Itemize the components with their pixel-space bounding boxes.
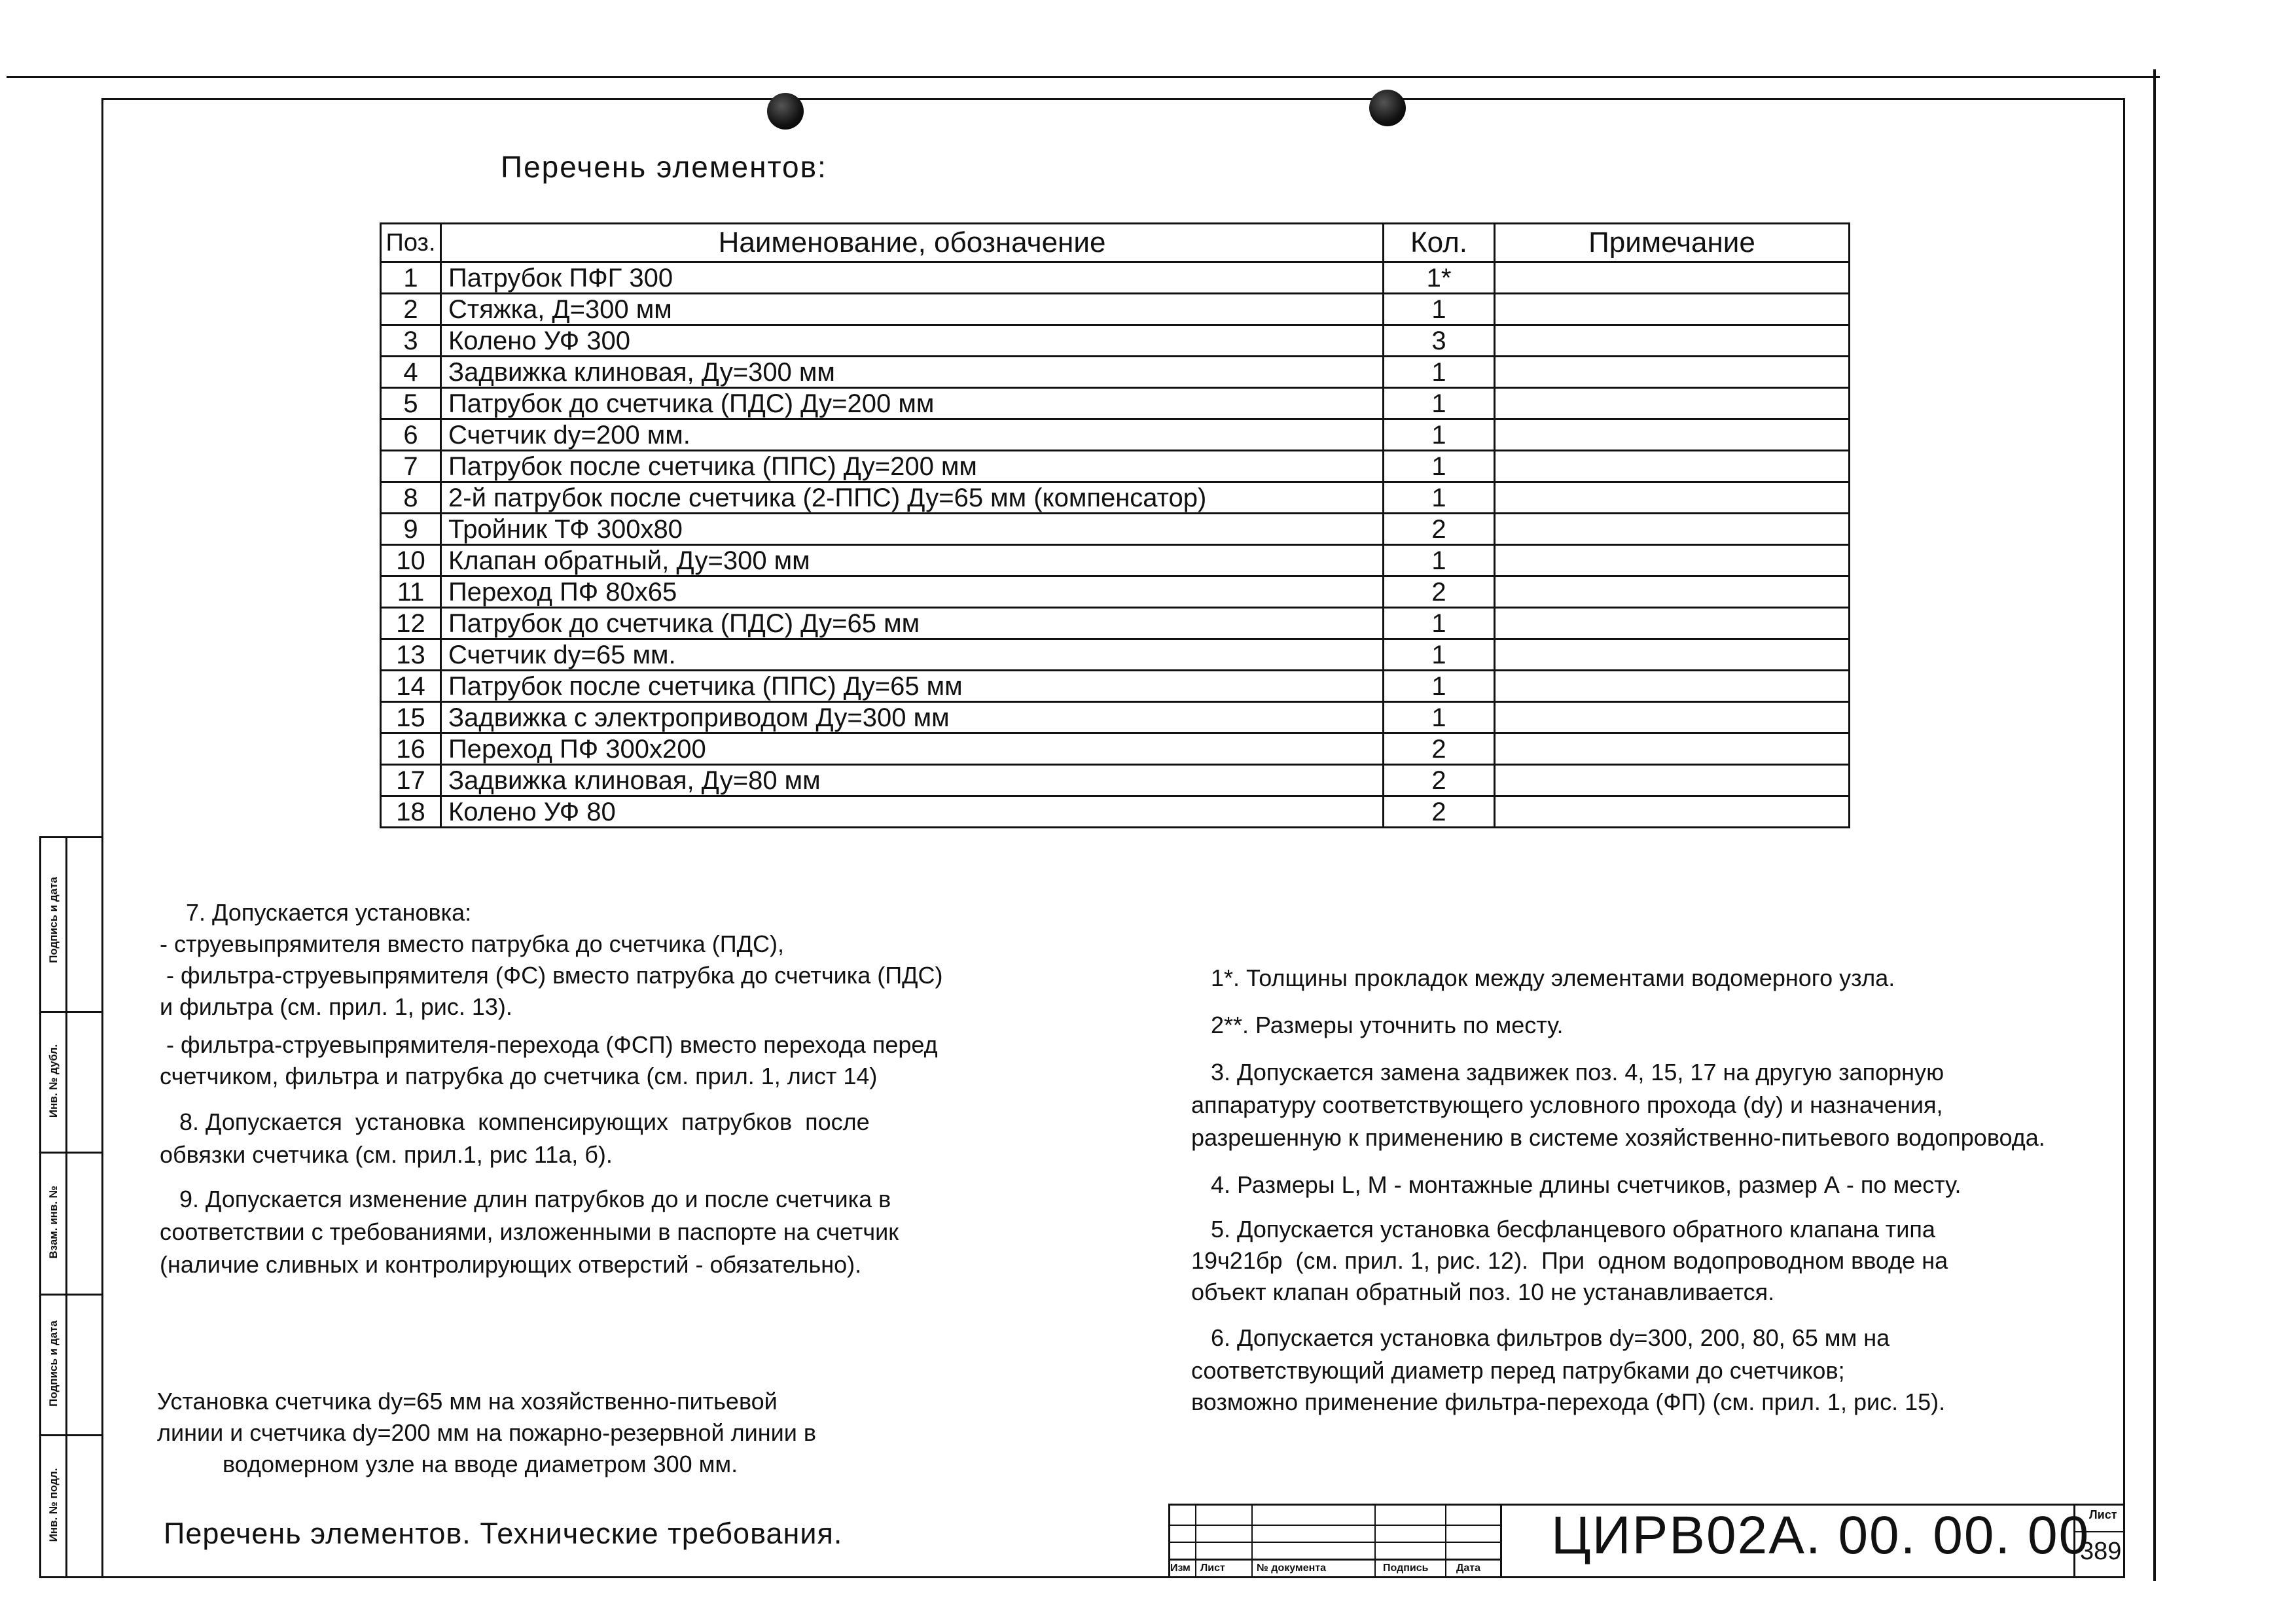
cell-pos: 17: [381, 765, 441, 796]
cell-pos: 6: [381, 419, 441, 451]
cell-pos: 12: [381, 608, 441, 639]
caption-line: водомерном узле на вводе диаметром 300 мм.: [157, 1451, 738, 1477]
cell-note: [1495, 608, 1850, 639]
punch-hole-right: [1369, 90, 1406, 126]
note-line: соответствии с требованиями, изложенными в паспорте на счетчик: [160, 1218, 899, 1245]
stamp-col-4: [1445, 1504, 1446, 1578]
note-line: 1*. Толщины прокладок между элементами водомерного узла.: [1191, 964, 1895, 991]
cell-name: Задвижка клиновая, Ду=80 мм: [441, 765, 1384, 796]
elements-table: [380, 222, 1850, 828]
note-line: обвязки счетчика (см. прил.1, рис 11а, б).: [160, 1141, 613, 1168]
top-edge-line: [7, 76, 2160, 78]
cell-name: Патрубок после счетчика (ППС) Ду=200 мм: [441, 451, 1384, 482]
stamp-col-3: [1374, 1504, 1376, 1578]
table-row: [381, 357, 1850, 388]
stamp-col-1: [1195, 1504, 1196, 1578]
cell-qty: 3: [1384, 325, 1495, 357]
stamp-row-1: [1168, 1525, 1502, 1526]
stamp-col-label-doc: № документа: [1257, 1562, 1327, 1574]
cell-note: [1495, 576, 1850, 608]
cell-note: [1495, 451, 1850, 482]
table-row: [381, 325, 1850, 357]
cell-qty: 1: [1384, 451, 1495, 482]
cell-pos: 10: [381, 545, 441, 576]
cell-qty: 1: [1384, 419, 1495, 451]
frame-top: [101, 98, 2125, 100]
stamp-col-label-list: Лист: [1200, 1562, 1225, 1574]
cell-pos: 14: [381, 671, 441, 702]
cell-name: Счетчик dy=65 мм.: [441, 639, 1384, 671]
cell-name: Патрубок ПФГ 300: [441, 262, 1384, 294]
header-note: Примечание: [1495, 224, 1850, 262]
document-code: ЦИРВ02А. 00. 00. 00: [1551, 1506, 2090, 1565]
cell-name: Задвижка с электроприводом Ду=300 мм: [441, 702, 1384, 733]
table-header-row: [381, 224, 1850, 262]
table-row: [381, 451, 1850, 482]
table-row: [381, 671, 1850, 702]
cell-pos: 15: [381, 702, 441, 733]
cell-qty: 1: [1384, 702, 1495, 733]
note-line: разрешенную к применению в системе хозяйственно-питьевого водопровода.: [1191, 1124, 2045, 1151]
punch-hole-left: [767, 93, 804, 130]
cell-pos: 5: [381, 388, 441, 419]
cell-note: [1495, 796, 1850, 828]
frame-bottom: [39, 1576, 2125, 1578]
cell-pos: 16: [381, 733, 441, 765]
cell-pos: 13: [381, 639, 441, 671]
table-row: [381, 733, 1850, 765]
note-line: 19ч21бр (см. прил. 1, рис. 12). При одном водопроводном вводе на: [1191, 1247, 1948, 1274]
cell-name: Переход ПФ 80х65: [441, 576, 1384, 608]
cell-name: Тройник ТФ 300х80: [441, 514, 1384, 545]
strip-label-3: Взам. инв. №: [47, 1186, 60, 1259]
table-row: [381, 262, 1850, 294]
cell-note: [1495, 357, 1850, 388]
header-name: Наименование, обозначение: [441, 224, 1384, 262]
cell-qty: 1*: [1384, 262, 1495, 294]
note-line: 5. Допускается установка бесфланцевого обратного клапана типа: [1191, 1216, 1935, 1243]
note-line: 6. Допускается установка фильтров dy=300, 200, 80, 65 мм на: [1191, 1324, 1890, 1351]
cell-note: [1495, 733, 1850, 765]
cell-qty: 1: [1384, 357, 1495, 388]
cell-name: Колено УФ 80: [441, 796, 1384, 828]
sheet-number: 389: [2080, 1538, 2122, 1565]
table-row: [381, 294, 1850, 325]
cell-note: [1495, 419, 1850, 451]
note-line: соответствующий диаметр перед патрубками до счетчиков;: [1191, 1357, 1845, 1384]
strip-mid: [65, 836, 67, 1578]
cell-name: Клапан обратный, Ду=300 мм: [441, 545, 1384, 576]
note-line: - фильтра-струевыпрямителя (ФС) вместо патрубка до счетчика (ПДС): [160, 962, 943, 989]
note-line: 4. Размеры L, М - монтажные длины счетчиков, размер А - по месту.: [1191, 1171, 1962, 1198]
note-line: и фильтра (см. прил. 1, рис. 13).: [160, 993, 512, 1020]
table-row: [381, 765, 1850, 796]
strip-label-4: Подпись и дата: [47, 1320, 60, 1407]
cell-qty: 1: [1384, 388, 1495, 419]
cell-pos: 2: [381, 294, 441, 325]
cell-note: [1495, 639, 1850, 671]
cell-qty: 1: [1384, 545, 1495, 576]
note-line: объект клапан обратный поз. 10 не устанавливается.: [1191, 1279, 1775, 1305]
stamp-col-label-izm: Изм: [1170, 1562, 1191, 1574]
cell-name: Счетчик dy=200 мм.: [441, 419, 1384, 451]
table-row: [381, 576, 1850, 608]
caption-line: линии и счетчика dy=200 мм на пожарно-резервной линии в: [157, 1419, 816, 1446]
table-row: [381, 514, 1850, 545]
cell-name: Стяжка, Д=300 мм: [441, 294, 1384, 325]
stamp-row-2: [1168, 1542, 1502, 1543]
cell-note: [1495, 294, 1850, 325]
note-line: 2**. Размеры уточнить по месту.: [1191, 1012, 1564, 1038]
cell-qty: 1: [1384, 294, 1495, 325]
cell-name: Патрубок до счетчика (ПДС) Ду=65 мм: [441, 608, 1384, 639]
strip-label-2: Инв. № дубл.: [47, 1044, 60, 1118]
note-line: 7. Допускается установка:: [160, 899, 472, 926]
cell-note: [1495, 702, 1850, 733]
note-line: - струевыпрямителя вместо патрубка до счетчика (ПДС),: [160, 930, 784, 957]
cell-qty: 1: [1384, 671, 1495, 702]
table-row: [381, 608, 1850, 639]
cell-pos: 1: [381, 262, 441, 294]
cell-pos: 8: [381, 482, 441, 514]
cell-pos: 18: [381, 796, 441, 828]
cell-pos: 7: [381, 451, 441, 482]
stamp-col-label-date: Дата: [1456, 1562, 1481, 1574]
cell-qty: 2: [1384, 733, 1495, 765]
strip-top: [39, 836, 103, 838]
cell-note: [1495, 671, 1850, 702]
cell-qty: 2: [1384, 576, 1495, 608]
note-line: аппаратуру соответствующего условного прохода (dy) и назначения,: [1191, 1091, 1943, 1118]
cell-qty: 2: [1384, 765, 1495, 796]
stamp-row-3: [1168, 1559, 1502, 1561]
table-row: [381, 419, 1850, 451]
caption-line: Установка счетчика dy=65 мм на хозяйственно-питьевой: [157, 1388, 778, 1415]
cell-note: [1495, 545, 1850, 576]
cell-note: [1495, 262, 1850, 294]
strip-outer-left: [39, 836, 41, 1578]
table-row: [381, 388, 1850, 419]
cell-qty: 1: [1384, 608, 1495, 639]
cell-qty: 2: [1384, 514, 1495, 545]
cell-name: Переход ПФ 300х200: [441, 733, 1384, 765]
cell-qty: 2: [1384, 796, 1495, 828]
cell-qty: 1: [1384, 639, 1495, 671]
table-row: [381, 545, 1850, 576]
table-row: [381, 639, 1850, 671]
cell-note: [1495, 765, 1850, 796]
page-title: Перечень элементов:: [501, 150, 827, 184]
cell-name: Задвижка клиновая, Ду=300 мм: [441, 357, 1384, 388]
cell-pos: 4: [381, 357, 441, 388]
note-line: возможно применение фильтра-перехода (ФП) (см. прил. 1, рис. 15).: [1191, 1388, 1946, 1415]
header-qty: Кол.: [1384, 224, 1495, 262]
cell-note: [1495, 325, 1850, 357]
cell-pos: 3: [381, 325, 441, 357]
cell-pos: 11: [381, 576, 441, 608]
strip-label-1: Подпись и дата: [47, 877, 60, 963]
cell-name: Колено УФ 300: [441, 325, 1384, 357]
sheet-label: Лист: [2089, 1508, 2117, 1521]
table-body: [381, 262, 1850, 828]
cell-name: Патрубок до счетчика (ПДС) Ду=200 мм: [441, 388, 1384, 419]
frame-right: [2123, 98, 2125, 1578]
note-line: - фильтра-струевыпрямителя-перехода (ФСП) вместо перехода перед: [160, 1031, 938, 1058]
stamp-col-5: [1500, 1504, 1502, 1578]
table-row: [381, 702, 1850, 733]
note-line: 8. Допускается установка компенсирующих патрубков после: [160, 1108, 870, 1135]
frame-left: [101, 98, 103, 1578]
cell-note: [1495, 388, 1850, 419]
strip-label-5: Инв. № подл.: [47, 1468, 60, 1542]
note-line: 9. Допускается изменение длин патрубков до и после счетчика в: [160, 1186, 891, 1212]
note-line: (наличие сливных и контролирующих отверстий - обязательно).: [160, 1251, 862, 1278]
stamp-col-label-sign: Подпись: [1383, 1562, 1429, 1574]
table-row: [381, 796, 1850, 828]
cell-name: 2-й патрубок после счетчика (2-ППС) Ду=65 мм (компенсатор): [441, 482, 1384, 514]
stamp-col-2: [1251, 1504, 1253, 1578]
cell-note: [1495, 482, 1850, 514]
note-line: счетчиком, фильтра и патрубка до счетчика (см. прил. 1, лист 14): [160, 1063, 878, 1089]
bottom-title: Перечень элементов. Технические требования.: [164, 1517, 843, 1550]
cell-name: Патрубок после счетчика (ППС) Ду=65 мм: [441, 671, 1384, 702]
cell-note: [1495, 514, 1850, 545]
cell-pos: 9: [381, 514, 441, 545]
table-row: [381, 482, 1850, 514]
outer-right-edge: [2153, 69, 2156, 1581]
header-pos: Поз.: [381, 224, 441, 262]
cell-qty: 1: [1384, 482, 1495, 514]
note-line: 3. Допускается замена задвижек поз. 4, 15, 17 на другую запорную: [1191, 1059, 1944, 1086]
